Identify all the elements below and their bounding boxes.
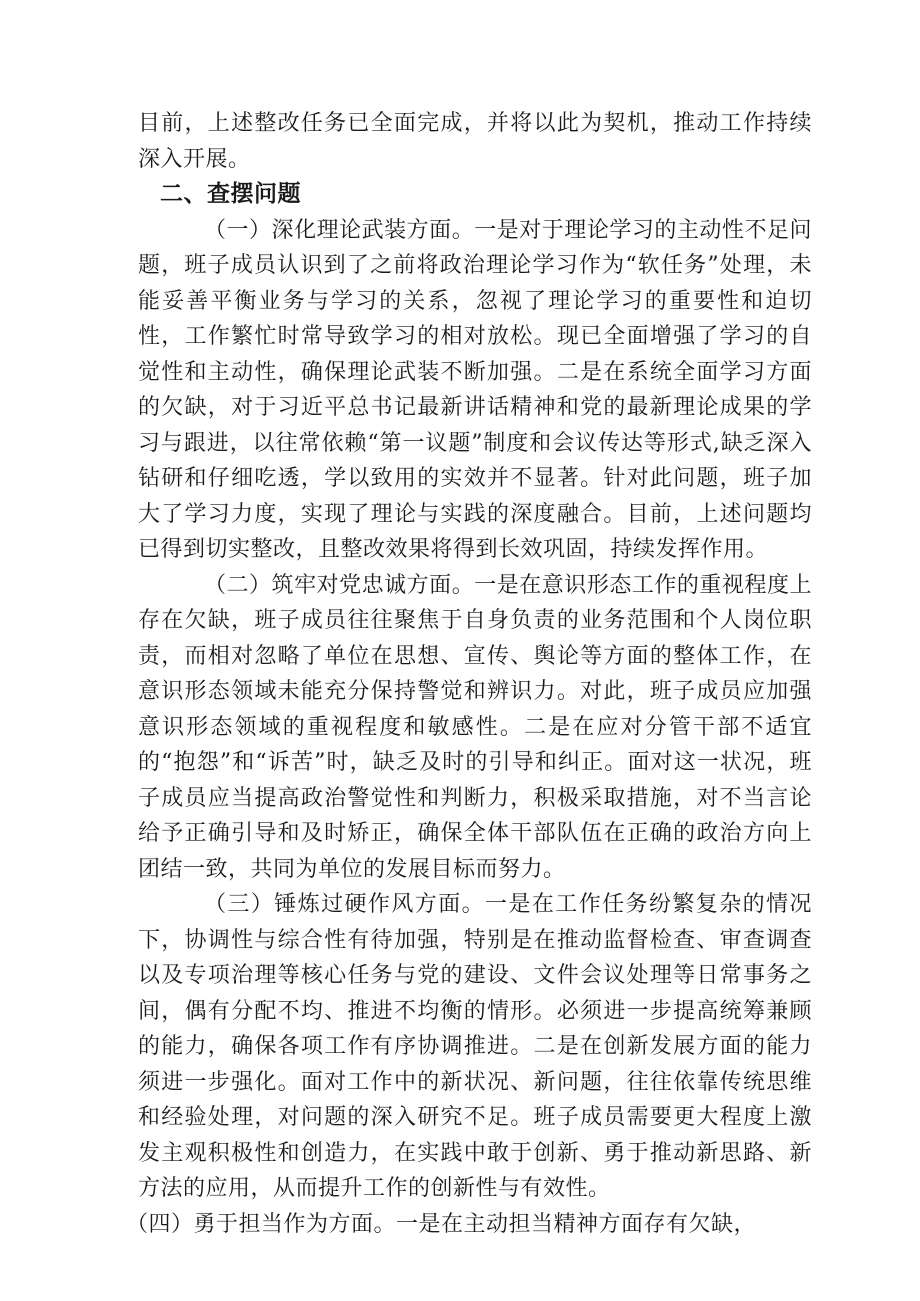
document-body xyxy=(126,106,812,1242)
intro-paragraph: 目前，上述整改任务已全面完成，并将以此为契机，推动工作持续深入开展。 xyxy=(138,111,812,172)
section-heading: 二、查摆问题 xyxy=(160,181,301,207)
paragraph-responsibility: （四）勇于担当作为方面。一是在主动担当精神方面存有欠缺， xyxy=(126,1211,757,1237)
paragraph-work-style: （三）锤炼过硬作风方面。一是在工作任务纷繁复杂的情况下，协调性与综合性有待加强，特别是在推动监督检查、审查调查以及专项治理等核心任务与党的建设、文件会议处理等日常事务之间，偶有分配不均、推进不均衡的情形。必须进一步提高统筹兼顾的能力，确保各项工作有序协调推进。二是在创新发展方面的能力须进一步强化。面对工作中的新状况、新问题，往往依靠传统思维和经验处理，对问题的深入研究不足。班子成员需要更大程度上激发主观积极性和创造力，在实践中敢于创新、勇于推动新思路、新方法的应用，从而提升工作的创新性与有效性。 xyxy=(138,892,812,1201)
paragraph-theory-study: （一）深化理论武装方面。一是对于理论学习的主动性不足问题，班子成员认识到了之前将政治理论学习作为“软任务”处理，未能妥善平衡业务与学习的关系，忽视了理论学习的重要性和迫切性，工作繁忙时常导致学习的相对放松。现已全面增强了学习的自觉性和主动性，确保理论武装不断加强。二是在系统全面学习方面的欠缺，对于习近平总书记最新讲话精神和党的最新理论成果的学习与跟进，以往常依赖“第一议题”制度和会议传达等形式,缺乏深入钻研和仔细吃透，学以致用的实效并不显著。针对此问题，班子加大了学习力度，实现了理论与实践的深度融合。目前，上述问题均已得到切实整改，且整改效果将得到长效巩固，持续发挥作用。 xyxy=(138,217,812,562)
paragraph-party-loyalty: （二）筑牢对党忠诚方面。一是在意识形态工作的重视程度上存在欠缺，班子成员往往聚焦于自身负责的业务范围和个人岗位职责，而相对忽略了单位在思想、宣传、舆论等方面的整体工作，在意识形态领域未能充分保持警觉和辨识力。对此，班子成员应加强意识形态领域的重视程度和敏感性。二是在应对分管干部不适宜的“抱怨”和“诉苦”时，缺乏及时的引导和纠正。面对这一状况，班子成员应当提高政治警觉性和判断力，积极采取措施，对不当言论给予正确引导和及时矫正，确保全体干部队伍在正确的政治方向上团结一致，共同为单位的发展目标而努力。 xyxy=(138,572,812,882)
